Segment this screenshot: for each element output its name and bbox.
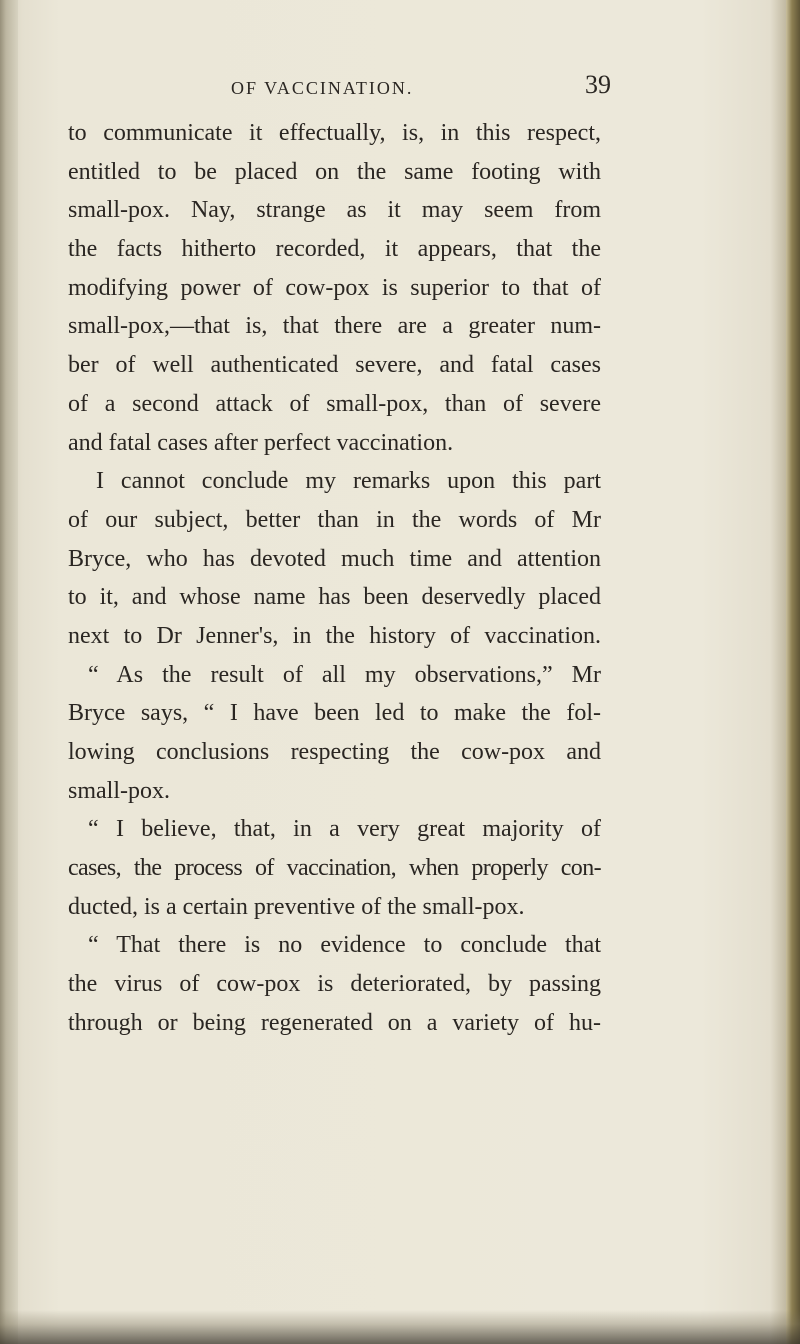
text-line: the virus of cow-pox is deteriorated, by passing xyxy=(68,971,601,998)
body-text xyxy=(68,114,601,1043)
page-header xyxy=(231,70,611,106)
page-edge xyxy=(786,0,800,1344)
text-line: ducted, is a certain preventive of the small-pox. xyxy=(68,893,525,920)
text-line: I cannot conclude my remarks upon this part xyxy=(96,468,601,495)
text-line: small-pox. xyxy=(68,777,170,804)
text-line: cases, the process of vaccination, when properly con- xyxy=(68,855,601,882)
page-number: 39 xyxy=(585,70,611,99)
text-line: ber of well authenticated severe, and fatal cases xyxy=(68,352,601,379)
binding-shadow xyxy=(0,0,18,1344)
text-line: Bryce says, “ I have been led to make the fol- xyxy=(68,700,601,727)
text-line: lowing conclusions respecting the cow-pox and xyxy=(68,739,601,765)
text-line: entitled to be placed on the same footing with xyxy=(68,158,601,185)
text-line: “ As the result of all my observations,” Mr xyxy=(88,661,601,688)
text-line: through or being regenerated on a variety of hu- xyxy=(68,1009,601,1036)
text-line: and fatal cases after perfect vaccination. xyxy=(68,429,454,456)
running-head: OF VACCINATION. xyxy=(231,78,414,98)
text-line: Bryce, who has devoted much time and attention xyxy=(68,545,601,572)
text-line: the facts hitherto recorded, it appears, that the xyxy=(68,236,601,263)
text-line: “ That there is no evidence to conclude that xyxy=(88,932,601,959)
text-line: of a second attack of small-pox, than of severe xyxy=(68,390,601,417)
text-line: modifying power of cow-pox is superior to that of xyxy=(68,274,601,301)
text-line: small-pox,—that is, that there are a greater num- xyxy=(68,313,601,340)
text-line: of our subject, better than in the words of Mr xyxy=(68,506,601,533)
text-line: to it, and whose name has been deservedly placed xyxy=(68,584,601,611)
text-line: small-pox. Nay, strange as it may seem from xyxy=(68,197,601,224)
text-line: to communicate it effectually, is, in this respect, xyxy=(68,120,601,146)
bottom-fold-shadow xyxy=(0,1310,800,1344)
text-line: next to Dr Jenner's, in the history of vaccination. xyxy=(68,622,601,649)
text-line: “ I believe, that, in a very great majority of xyxy=(88,816,601,843)
